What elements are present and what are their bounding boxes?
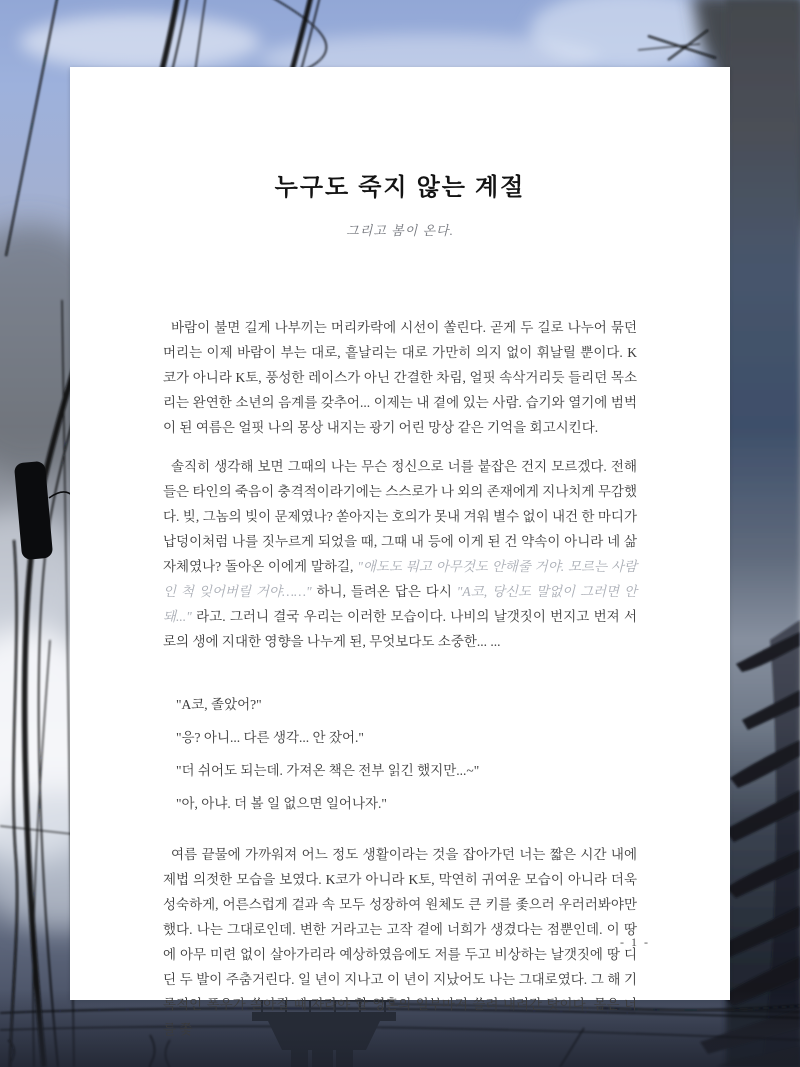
prose-text: 하니, 들려온 답은 다시: [316, 584, 457, 599]
dialogue-line: "응? 아니... 다른 생각... 안 잤어.": [176, 730, 364, 745]
body-paragraphs: [163, 315, 637, 1042]
wispy-cloud: [20, 14, 260, 70]
quoted-speech: "A코, 당신도 말없이 그러면 안 돼...": [163, 584, 637, 624]
page-number: - 1 -: [620, 935, 650, 949]
paragraph: [163, 454, 637, 654]
prose-text: 바람이 불면 길게 나부끼는 머리카락에 시선이 쏠린다. 곧게 두 길로 나누어 묶던 머리는 이제 바람이 부는 대로, 흩날리는 대로 가만히 의지 없이 휘날릴 뿐이다. K코가 아니라 K토, 풍성한 레이스가 아닌 간결한 차림, 얼핏 속삭거리듯 들리던 목소리는 완연한 소년의 음계를 갖추어... 이제는 내 곁에 있는 사람. 습기와 열기에 범벅이 된 여름은 얼핏 나의 몽상 내지는 광기 어린 망상 같은 기억을 회고시킨다.: [163, 320, 637, 435]
manuscript-page: [70, 67, 730, 1037]
dialogue-line: "더 쉬어도 되는데. 가져온 책은 전부 읽긴 했지만...~": [176, 763, 480, 778]
dialogue-line: "아, 아냐. 더 볼 일 없으면 일어나자.": [176, 796, 387, 811]
prose-text: 라고. 그러니 결국 우리는 이러한 모습이다. 나비의 날갯짓이 번지고 번져 서로의 생에 지대한 영향을 나누게 된, 무엇보다도 소중한... ...: [163, 609, 637, 649]
page-title: 누구도 죽지 않는 계절: [274, 175, 526, 201]
dialogue-line: "A코, 졸았어?": [176, 697, 262, 712]
paragraph: [163, 315, 637, 440]
quoted-speech: "애도도 뭐고 아무것도 안해줄 거야. 모르는 사람인 척 잊어버릴 거야……": [163, 559, 638, 599]
page-subtitle: 그리고 봄이 온다.: [346, 223, 454, 238]
prose-text: 솔직히 생각해 보면 그때의 나는 무슨 정신으로 너를 붙잡은 건지 모르겠다. 전해 들은 타인의 죽음이 충격적이라기에는 스스로가 나 외의 존재에게 지나치게 무감했다. 빚, 그놈의 빚이 문제였나? 쏟아지는 호의가 못내 겨워 별수 없이 내건 한 마디가 납덩이처럼 나를 짓누르게 되었을 때, 그때 내 등에 이게 된 건 약속이 아니라 네 삶 자체였나? 돌아온 이에게 말하길,: [163, 459, 637, 574]
prose-text: 여름 끝물에 가까워져 어느 정도 생활이라는 것을 잡아가던 너는 짧은 시간 내에 제법 의젓한 모습을 보였다. K코가 아니라 K토, 막연히 귀여운 모습이 아니라 더욱 성숙하게, 어른스럽게 겉과 속 모두 성장하여 원체도 큰 키를 좇으러 우러러봐야만 했다. 나는 그대로인데. 변한 거라고는 고작 곁에 너희가 생겼다는 점뿐인데. 이 땅에 아무 미련 없이 살아가리라 예상하였음에도 저를 두고 비상하는 날갯짓에 땅 디딘 두 발이 주춤거린다. 일 년이 지나고 이 년이 지났어도 나는 그대로였다. 그 해 기록적인 폭우가 쏟아질 때 자라야 할 영혼의 일부마저 쓸려 내려간 탓이다. 몸은 너를 쫓: [163, 847, 637, 1037]
paragraph: [163, 842, 637, 1042]
page-content: [70, 67, 730, 1037]
